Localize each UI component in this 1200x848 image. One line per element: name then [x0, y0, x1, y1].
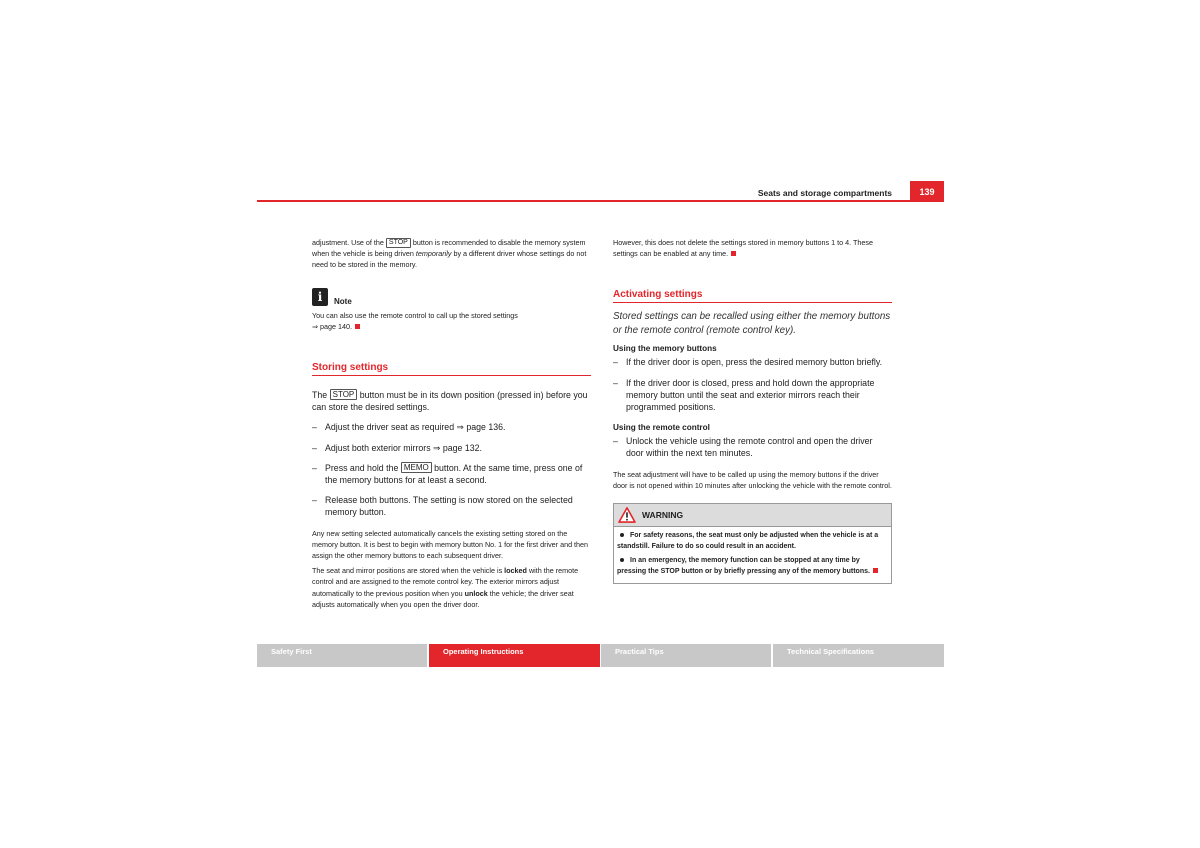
- right-column: [613, 237, 892, 584]
- end-mark: [873, 568, 878, 573]
- chapter-title: Seats and storage compartments: [757, 188, 892, 198]
- info-icon: i: [312, 288, 328, 306]
- overwrite-paragraph: Any new setting selected automatically cancels the existing setting stored on the memory button. It is best to begin with memory button No. 1 for the first driver and then assign the other memory buttons to each subsequent driver.: [312, 528, 589, 561]
- memo-key: MEMO: [401, 462, 432, 473]
- list-item: – Press and hold the MEMO button. At the same time, press one of the memory buttons for at least a second.: [312, 462, 583, 486]
- storing-intro: The STOP button must be in its down position (pressed in) before you can store the desired settings.: [312, 390, 588, 413]
- warning-item: In an emergency, the memory function can be stopped at any time by pressing the STOP button or by briefly pressing any of the memory buttons.: [617, 555, 888, 577]
- warning-triangle-icon: [618, 507, 636, 523]
- storing-settings-title: Storing settings: [312, 362, 591, 376]
- tab-safety-first[interactable]: Safety First: [257, 644, 427, 667]
- page-number: 139: [910, 181, 944, 202]
- stop-key: STOP: [386, 238, 411, 248]
- end-mark: [355, 324, 360, 329]
- list-item: – If the driver door is open, press the desired memory button briefly.: [613, 357, 883, 368]
- bullet-icon: [620, 558, 624, 562]
- bullet-icon: [620, 533, 624, 537]
- list-item: – Release both buttons. The setting is now stored on the selected memory button.: [312, 495, 573, 518]
- continuation-paragraph: However, this does not delete the settings stored in memory buttons 1 to 4. These settings can be enabled at any time.: [613, 238, 873, 259]
- note-label: Note: [334, 296, 352, 306]
- remote-control-heading: Using the remote control: [613, 423, 710, 433]
- warning-header: [614, 504, 891, 527]
- list-item: – Adjust both exterior mirrors ⇒ page 132.: [312, 442, 482, 453]
- header-rule: [257, 200, 944, 202]
- warning-item: For safety reasons, the seat must only be adjusted when the vehicle is at a standstill. Failure to do so could result in an accident.: [617, 532, 879, 551]
- warning-box: [613, 503, 892, 584]
- list-item: – Adjust the driver seat as required ⇒ page 136.: [312, 422, 506, 433]
- list-item: – Unlock the vehicle using the remote control and open the driver door within the next ten minutes.: [613, 436, 873, 459]
- tab-technical-specifications[interactable]: Technical Specifications: [773, 644, 944, 667]
- positions-paragraph: The seat and mirror positions are stored when the vehicle is locked with the remote control and are assigned to the remote control key. The exterior mirrors adjust automatically to the previous position when you unlock the vehicle; the driver seat adjusts automatically when you open the driver door.: [312, 566, 579, 609]
- warning-label: WARNING: [642, 510, 684, 521]
- left-column: [312, 237, 591, 610]
- page-reference: ⇒ page 140.: [312, 321, 352, 331]
- stop-key: STOP: [330, 389, 358, 400]
- list-item: – If the driver door is closed, press and hold down the appropriate memory button until the seat and exterior mirrors reach their programmed positions.: [613, 377, 875, 413]
- end-mark: [731, 251, 736, 256]
- activating-lead: Stored settings can be recalled using either the memory buttons or the remote control (remote control key).: [613, 311, 891, 336]
- warning-body: [614, 527, 891, 583]
- tab-operating-instructions[interactable]: Operating Instructions: [429, 644, 600, 667]
- memory-buttons-heading: Using the memory buttons: [613, 344, 717, 354]
- remote-note-paragraph: The seat adjustment will have to be called up using the memory buttons if the driver door is not opened within 10 minutes after unlocking the vehicle with the remote control.: [613, 469, 892, 490]
- note-text: You can also use the remote control to call up the stored settings ⇒ page 140.: [312, 310, 518, 331]
- activating-settings-title: Activating settings: [613, 289, 892, 303]
- intro-paragraph: adjustment. Use of the STOP button is recommended to disable the memory system when the vehicle is being driven temporarily by a different driver whose settings do not need to be stored in the memory.: [312, 238, 587, 270]
- tab-practical-tips[interactable]: Practical Tips: [601, 644, 771, 667]
- note-header: [312, 288, 591, 306]
